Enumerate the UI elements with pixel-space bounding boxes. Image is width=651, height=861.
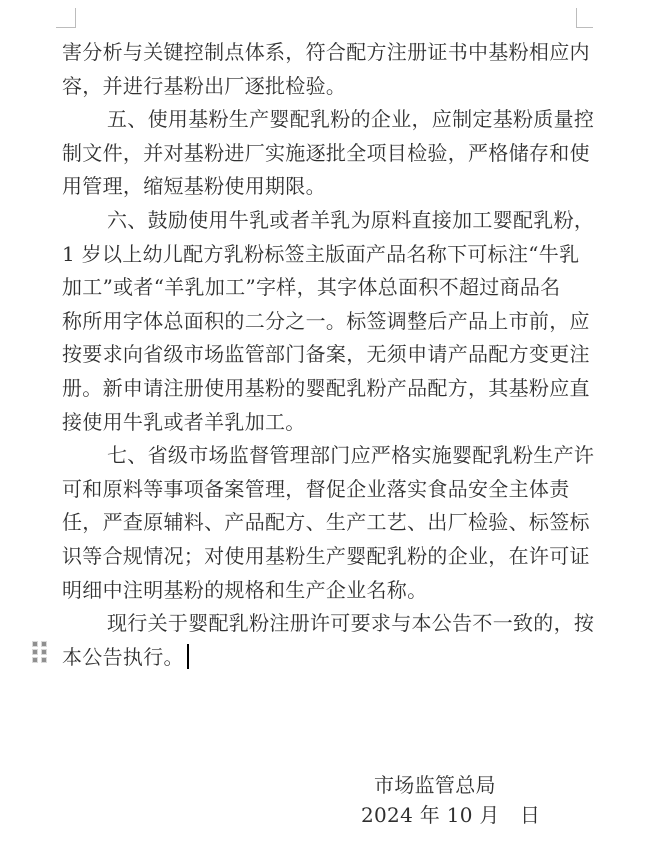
line-text: 接使用牛乳或者羊乳加工。 — [62, 409, 306, 434]
document-line[interactable] — [62, 641, 596, 675]
document-line[interactable] — [62, 70, 596, 104]
line-text: 现行关于婴配乳粉注册许可要求与本公告不一致的，按 — [107, 611, 595, 636]
line-text: 称所用字体总面积的二分之一。标签调整后产品上市前，应 — [62, 308, 590, 333]
closing-date[interactable] — [361, 803, 540, 827]
line-text: 五、使用基粉生产婴配乳粉的企业，应制定基粉质量控 — [107, 107, 595, 132]
line-text: 明细中注明基粉的规格和生产企业名称。 — [62, 577, 428, 602]
grip-dot — [42, 658, 46, 662]
document-line[interactable] — [62, 574, 596, 608]
document-line[interactable] — [62, 204, 596, 238]
line-text: 可和原料等事项备案管理，督促企业落实食品安全主体责 — [62, 476, 570, 501]
grip-dot — [33, 650, 37, 654]
document-line[interactable] — [62, 540, 596, 574]
grip-dot — [33, 642, 37, 646]
document-line[interactable] — [62, 238, 596, 272]
line-text: 加工”或者“羊乳加工”字样，其字体总面积不超过商品名 — [62, 275, 561, 300]
line-text: 容，并进行基粉出厂逐批检验。 — [62, 73, 347, 98]
crop-mark-top-right-icon — [576, 27, 593, 28]
document-line[interactable] — [62, 305, 596, 339]
line-text: 按要求向省级市场监管部门备案，无须申请产品配方变更注 — [62, 342, 590, 367]
line-text: 册。新申请注册使用基粉的婴配乳粉产品配方，其基粉应直 — [62, 375, 590, 400]
crop-mark-top-left-icon — [75, 8, 76, 28]
document-line[interactable] — [62, 36, 596, 70]
document-line[interactable] — [62, 607, 596, 641]
document-line[interactable] — [62, 406, 596, 440]
crop-mark-top-right-icon — [576, 8, 577, 28]
document-line[interactable] — [62, 271, 596, 305]
document-text-area[interactable] — [62, 36, 596, 674]
line-text: 本公告执行。 — [62, 644, 184, 669]
date-text: 2024 年 10 月 日 — [361, 803, 541, 827]
signer-text: 市场监管总局 — [374, 773, 496, 797]
drag-handle-icon[interactable] — [33, 642, 46, 662]
document-line[interactable] — [62, 170, 596, 204]
document-line[interactable] — [62, 506, 596, 540]
line-text: 1 岁以上幼儿配方乳粉标签主版面产品名称下可标注“牛乳 — [62, 241, 580, 266]
document-line[interactable] — [62, 103, 596, 137]
line-text: 识等合规情况；对使用基粉生产婴配乳粉的企业，在许可证 — [62, 543, 590, 568]
document-line[interactable] — [62, 137, 596, 171]
line-text: 六、鼓励使用牛乳或者羊乳为原料直接加工婴配乳粉， — [107, 207, 595, 232]
document-line[interactable] — [62, 473, 596, 507]
line-text: 任，严查原辅料、产品配方、生产工艺、出厂检验、标签标 — [62, 510, 590, 535]
grip-dot — [42, 642, 46, 646]
line-text: 七、省级市场监督管理部门应严格实施婴配乳粉生产许 — [107, 443, 595, 468]
grip-dot — [42, 650, 46, 654]
document-line[interactable] — [62, 338, 596, 372]
line-text: 害分析与关键控制点体系，符合配方注册证书中基粉相应内 — [62, 40, 590, 64]
line-text: 制文件，并对基粉进厂实施逐批全项目检验，严格储存和使 — [62, 140, 590, 165]
closing-signer[interactable] — [374, 773, 496, 797]
document-line[interactable] — [62, 372, 596, 406]
text-cursor — [187, 644, 189, 669]
crop-mark-top-left-icon — [56, 27, 76, 28]
document-line[interactable] — [62, 439, 596, 473]
line-text: 用管理，缩短基粉使用期限。 — [62, 174, 326, 199]
grip-dot — [33, 658, 37, 662]
